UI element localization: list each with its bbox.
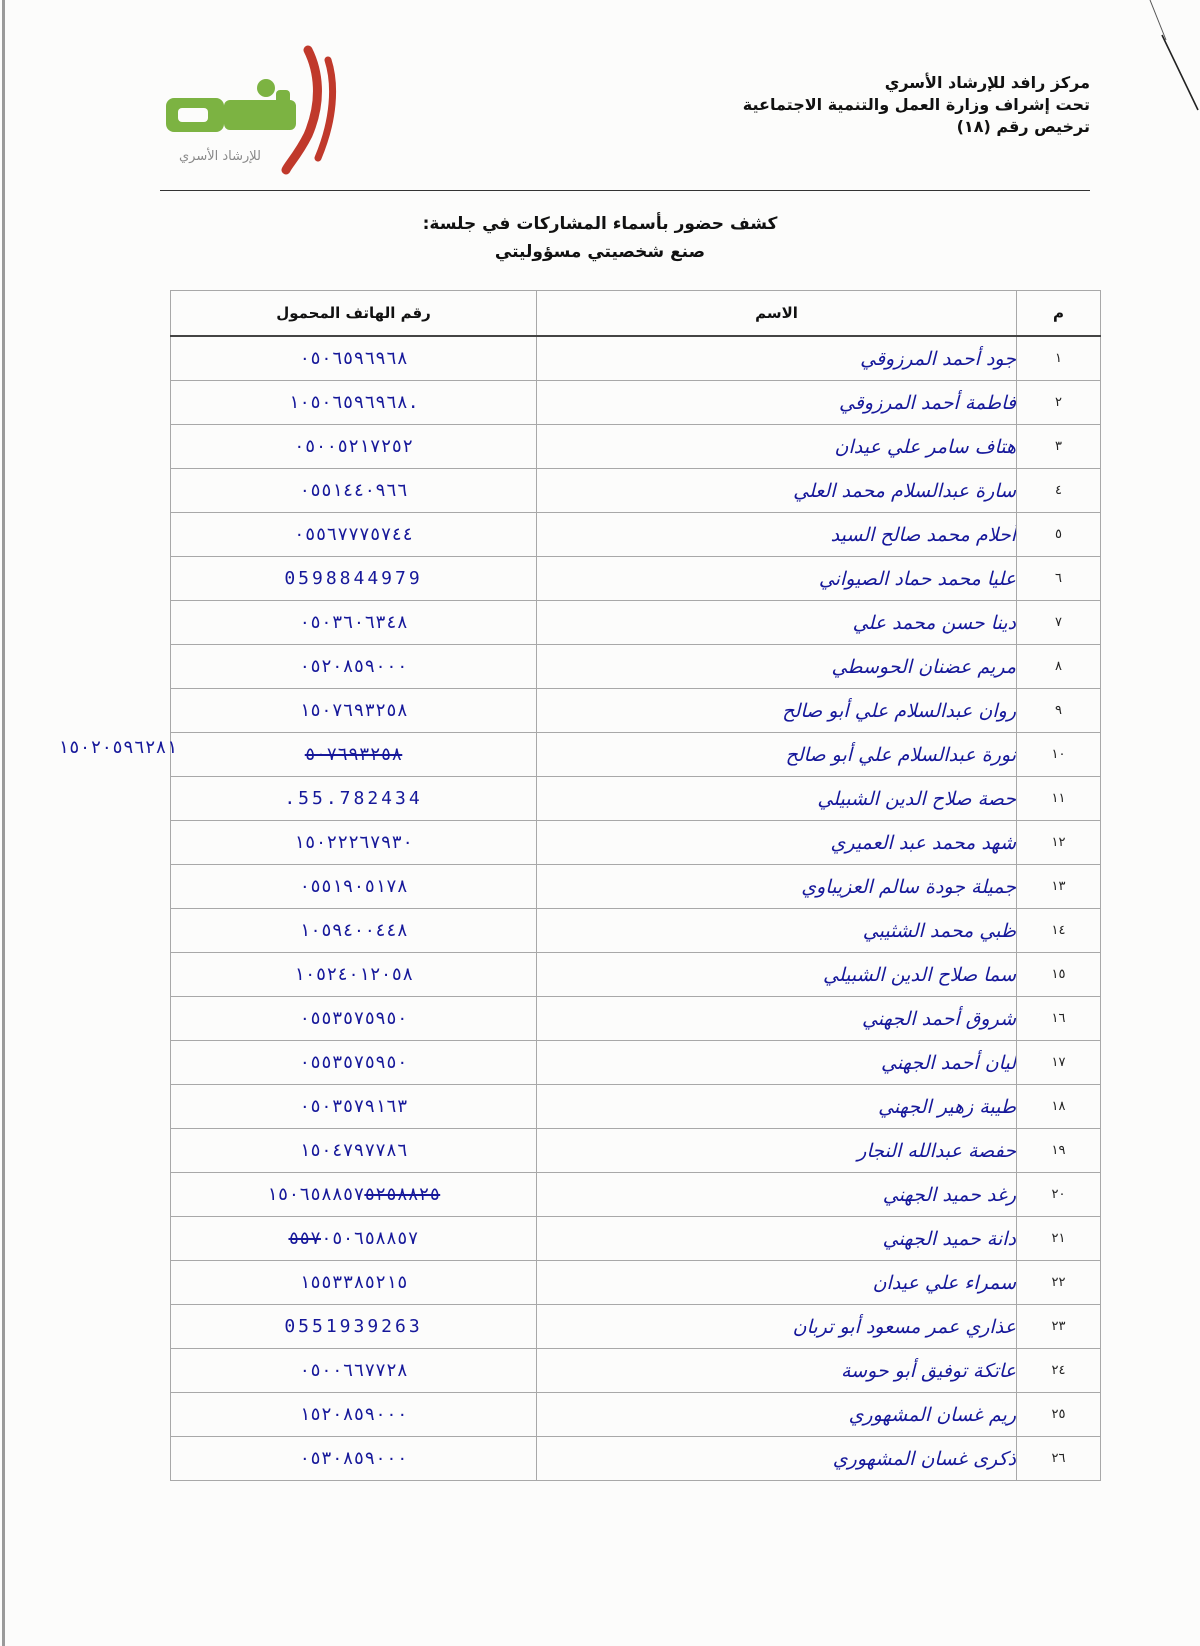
participant-phone bbox=[171, 689, 537, 733]
phone-value: ٠٥٠٣٥٧٩١٦٣ bbox=[299, 1096, 408, 1117]
phone-value: ٠٥٠٠٦٦٧٧٢٨ bbox=[299, 1360, 408, 1381]
phone-value: ٠٥٥١٤٤٠٩٦٦ bbox=[299, 480, 408, 501]
row-number: ٥ bbox=[1017, 513, 1101, 557]
table-row bbox=[171, 909, 1101, 953]
org-name: مركز رافد للإرشاد الأسري bbox=[884, 73, 1090, 92]
table-row bbox=[171, 1305, 1101, 1349]
document-title bbox=[0, 210, 1200, 266]
col-header-phone: رقم الهاتف المحمول bbox=[171, 291, 537, 337]
participant-name: سمراء علي عيدان bbox=[537, 1261, 1017, 1305]
participant-name: شهد محمد عبد العميري bbox=[537, 821, 1017, 865]
phone-value: ٠٥٥٣٥٧٥٩٥٠ bbox=[299, 1008, 408, 1029]
table-row bbox=[171, 1085, 1101, 1129]
participant-phone bbox=[171, 425, 537, 469]
row-number: ٧ bbox=[1017, 601, 1101, 645]
col-header-num: م bbox=[1017, 291, 1101, 337]
phone-value: ١٠٥٢٤٠١٢٠٥٨ bbox=[293, 964, 414, 985]
table-row bbox=[171, 865, 1101, 909]
row-number: ٨ bbox=[1017, 645, 1101, 689]
svg-text:للإرشاد الأسري: للإرشاد الأسري bbox=[178, 149, 262, 164]
table-row bbox=[171, 513, 1101, 557]
participant-phone bbox=[171, 865, 537, 909]
participant-name: دانة حميد الجهني bbox=[537, 1217, 1017, 1261]
participant-name: عذاري عمر مسعود أبو تربان bbox=[537, 1305, 1017, 1349]
row-number: ١٥ bbox=[1017, 953, 1101, 997]
phone-value: ٠٥٥١٩٠٥١٧٨ bbox=[299, 876, 408, 897]
table-row bbox=[171, 1437, 1101, 1481]
phone-value: ٠٥٣٠٨٥٩٠٠٠ bbox=[299, 1448, 408, 1469]
table-row bbox=[171, 1129, 1101, 1173]
struck-digits: ٥٥٧ bbox=[288, 1228, 321, 1249]
table-row bbox=[171, 1041, 1101, 1085]
participant-name: عاتكة توفيق أبو حوسة bbox=[537, 1349, 1017, 1393]
title-line1: كشف حضور بأسماء المشاركات في جلسة: bbox=[422, 214, 778, 234]
participant-name: ليان أحمد الجهني bbox=[537, 1041, 1017, 1085]
participant-name: نورة عبدالسلام علي أبو صالح bbox=[537, 733, 1017, 777]
row-number: ١٨ bbox=[1017, 1085, 1101, 1129]
phone-value: ١٥٠٧٦٩٣٢٥٨ bbox=[299, 700, 408, 721]
table-row bbox=[171, 689, 1101, 733]
table-row bbox=[171, 1261, 1101, 1305]
margin-phone-note: ١٥٠٢٠٥٩٦٢٨١ bbox=[58, 737, 178, 758]
row-number: ٢١ bbox=[1017, 1217, 1101, 1261]
participant-phone bbox=[171, 1173, 537, 1217]
participant-name: ظبي محمد الشثيبي bbox=[537, 909, 1017, 953]
phone-value: ٠٥٢٠٨٥٩٠٠٠ bbox=[299, 656, 408, 677]
row-number: ٢٢ bbox=[1017, 1261, 1101, 1305]
participant-phone bbox=[171, 601, 537, 645]
row-number: ١٤ bbox=[1017, 909, 1101, 953]
table-row bbox=[171, 997, 1101, 1041]
row-number: ١٢ bbox=[1017, 821, 1101, 865]
struck-digits: ٥٢٥٨٨٢٥ bbox=[364, 1184, 441, 1205]
participant-phone bbox=[171, 997, 537, 1041]
participant-phone bbox=[171, 1261, 537, 1305]
phone-value: ٠٥٠٦٥٩٦٩٦٨ bbox=[299, 348, 408, 369]
row-number: ١٦ bbox=[1017, 997, 1101, 1041]
participant-phone bbox=[171, 513, 537, 557]
table-row bbox=[171, 1173, 1101, 1217]
participant-phone bbox=[171, 557, 537, 601]
table-row bbox=[171, 821, 1101, 865]
org-header bbox=[590, 72, 1090, 138]
row-number: ٢ bbox=[1017, 381, 1101, 425]
phone-value: ١٠٥٠٦٥٩٦٩٦٨. bbox=[288, 392, 419, 413]
participant-name: أحلام محمد صالح السيد bbox=[537, 513, 1017, 557]
phone-value: ٠٥٥٣٥٧٥٩٥٠ bbox=[299, 1052, 408, 1073]
header-divider bbox=[160, 190, 1090, 191]
table-row bbox=[171, 425, 1101, 469]
phone-value: 0598844979 bbox=[284, 568, 423, 589]
participant-name: هتاف سامر علي عيدان bbox=[537, 425, 1017, 469]
participant-phone bbox=[171, 1305, 537, 1349]
participant-name: مريم عضنان الحوسطي bbox=[537, 645, 1017, 689]
phone-value: ٠٥٠٣٦٠٦٣٤٨ bbox=[299, 612, 408, 633]
row-number: ٢٤ bbox=[1017, 1349, 1101, 1393]
participant-phone bbox=[171, 645, 537, 689]
table-row bbox=[171, 645, 1101, 689]
col-header-name: الاسم bbox=[537, 291, 1017, 337]
phone-value: ٠٥٠٠٥٢١٧٢٥٢ bbox=[293, 436, 414, 457]
org-license: ترخيص رقم (١٨) bbox=[956, 117, 1090, 136]
participant-name: روان عبدالسلام علي أبو صالح bbox=[537, 689, 1017, 733]
participant-phone bbox=[171, 1437, 537, 1481]
participant-name: فاطمة أحمد المرزوقي bbox=[537, 381, 1017, 425]
participant-phone bbox=[171, 1217, 537, 1261]
participant-phone bbox=[171, 336, 537, 381]
table-row bbox=[171, 601, 1101, 645]
table-row bbox=[171, 336, 1101, 381]
phone-value: ١٥٢٠٨٥٩٠٠٠ bbox=[299, 1404, 408, 1425]
row-number: ١٣ bbox=[1017, 865, 1101, 909]
participant-name: شروق أحمد الجهني bbox=[537, 997, 1017, 1041]
participant-name: ذكرى غسان المشهوري bbox=[537, 1437, 1017, 1481]
phone-value: .55.782434 bbox=[284, 788, 423, 809]
phone-value: ١٥٠٤٧٩٧٧٨٦ bbox=[299, 1140, 408, 1161]
participant-name: سارة عبدالسلام محمد العلي bbox=[537, 469, 1017, 513]
phone-value: ١٥٠٢٢٢٦٧٩٣٠ bbox=[293, 832, 414, 853]
scan-corner-fold bbox=[1110, 0, 1200, 120]
table-row bbox=[171, 557, 1101, 601]
participant-name: حفصة عبدالله النجار bbox=[537, 1129, 1017, 1173]
participant-name: جميلة جودة سالم العزيباوي bbox=[537, 865, 1017, 909]
org-supervision: تحت إشراف وزارة العمل والتنمية الاجتماعية bbox=[742, 95, 1090, 114]
table-row bbox=[171, 1393, 1101, 1437]
participant-phone bbox=[171, 469, 537, 513]
participant-name: طيبة زهير الجهني bbox=[537, 1085, 1017, 1129]
participant-phone bbox=[171, 1129, 537, 1173]
table-row bbox=[171, 381, 1101, 425]
participant-phone bbox=[171, 733, 537, 777]
row-number: ٤ bbox=[1017, 469, 1101, 513]
table-header-row bbox=[171, 291, 1101, 337]
phone-value: ٠٥٠٦٥٨٨٥٧ bbox=[320, 1228, 419, 1249]
participant-phone bbox=[171, 1349, 537, 1393]
phone-value: ٥٠٧٦٩٣٢٥٨ bbox=[304, 744, 403, 765]
row-number: ٢٠ bbox=[1017, 1173, 1101, 1217]
participant-phone bbox=[171, 953, 537, 997]
participant-name: دينا حسن محمد علي bbox=[537, 601, 1017, 645]
participant-phone bbox=[171, 821, 537, 865]
rafed-logo bbox=[158, 40, 358, 180]
row-number: ١٧ bbox=[1017, 1041, 1101, 1085]
row-number: ٢٦ bbox=[1017, 1437, 1101, 1481]
table-row bbox=[171, 1349, 1101, 1393]
title-line2: صنع شخصيتي مسؤوليتي bbox=[494, 242, 706, 262]
participant-name: جود أحمد المرزوقي bbox=[537, 336, 1017, 381]
table-row bbox=[171, 733, 1101, 777]
row-number: ٢٣ bbox=[1017, 1305, 1101, 1349]
participant-phone bbox=[171, 381, 537, 425]
participant-name: رغد حميد الجهني bbox=[537, 1173, 1017, 1217]
attendance-table bbox=[170, 290, 1101, 1481]
participant-name: عليا محمد حماد الصيواني bbox=[537, 557, 1017, 601]
phone-value: ١٠٥٩٤٠٠٤٤٨ bbox=[299, 920, 408, 941]
row-number: ٢٥ bbox=[1017, 1393, 1101, 1437]
row-number: ٩ bbox=[1017, 689, 1101, 733]
participant-name: ريم غسان المشهوري bbox=[537, 1393, 1017, 1437]
table-row bbox=[171, 1217, 1101, 1261]
row-number: ١٠ bbox=[1017, 733, 1101, 777]
table-row bbox=[171, 469, 1101, 513]
phone-value: 0551939263 bbox=[284, 1316, 423, 1337]
participant-name: سما صلاح الدين الشبيلي bbox=[537, 953, 1017, 997]
phone-value: ١٥٠٦٥٨٨٥٧ bbox=[266, 1184, 365, 1205]
row-number: ١ bbox=[1017, 336, 1101, 381]
row-number: ٦ bbox=[1017, 557, 1101, 601]
participant-phone bbox=[171, 777, 537, 821]
participant-phone bbox=[171, 909, 537, 953]
row-number: ٣ bbox=[1017, 425, 1101, 469]
participant-phone bbox=[171, 1393, 537, 1437]
table-row bbox=[171, 953, 1101, 997]
participant-name: حصة صلاح الدين الشبيلي bbox=[537, 777, 1017, 821]
table-row bbox=[171, 777, 1101, 821]
row-number: ١١ bbox=[1017, 777, 1101, 821]
phone-value: ١٥٥٣٣٨٥٢١٥ bbox=[299, 1272, 408, 1293]
phone-value: ٠٥٥٦٧٧٧٥٧٤٤ bbox=[293, 524, 414, 545]
row-number: ١٩ bbox=[1017, 1129, 1101, 1173]
participant-phone bbox=[171, 1041, 537, 1085]
participant-phone bbox=[171, 1085, 537, 1129]
